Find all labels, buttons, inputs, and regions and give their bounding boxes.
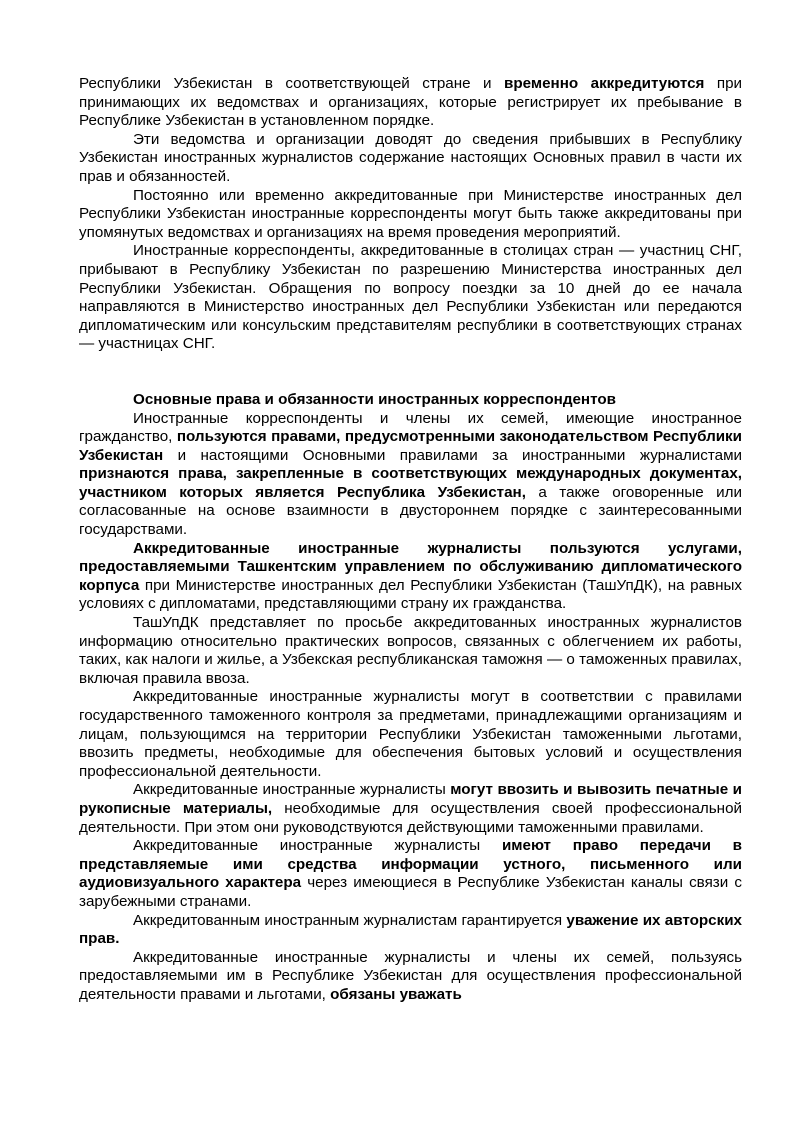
paragraph-rights xyxy=(79,410,742,540)
bold-text-segment: временно аккредитуются xyxy=(503,75,705,92)
text-segment: и настоящими Основными правилами за иностранными журналистами xyxy=(163,446,742,464)
paragraph-transmission-rights xyxy=(79,837,742,911)
section-heading: Основные права и обязанности иностранных корреспондентов xyxy=(133,390,616,408)
paragraph-tashupdk-information xyxy=(79,614,742,688)
bold-text-segment: пользуются правами, предусмотренными законодательством Республики Узбекистан xyxy=(79,428,742,464)
section-spacer xyxy=(79,354,742,391)
document-page xyxy=(79,75,742,1005)
text-segment: Эти ведомства и организации доводят до сведения прибывших в Республику Узбекистан иностранных журналистов содержание настоящих Основных правил в части их прав и обязанностей. xyxy=(79,130,742,185)
text-segment: при принимающих их ведомствах и организациях, которые регистрирует их пребывание в Республике Узбекистан в установленном порядке. xyxy=(79,75,743,130)
text-segment: Аккредитованным иностранным журналистам гарантируется xyxy=(133,911,567,929)
paragraph-accreditation-intro xyxy=(79,75,742,131)
text-segment: а также оговоренные или согласованные на основе взаимности в двустороннем порядке с заинтересованными государствами. xyxy=(79,483,742,539)
text-segment: Аккредитованные иностранные журналисты могут в соответствии с правилами государственного таможенного контроля за предметами, принадлежащими организациям и лицам, пользующимся на территории Республики Узбекистан таможенными льготами, ввозить предметы, необходимые для обеспечения бытовых условий и осуществления профессиональной деятельности. xyxy=(79,688,742,780)
paragraph-printed-materials xyxy=(79,781,742,837)
text-segment: Аккредитованные иностранные журналисты и члены их семей, пользуясь предоставляемыми им в Республике Узбекистан для осуществления профессиональной деятельности правами и льготами, xyxy=(79,948,742,1003)
bold-text-segment: имеют право передачи в представляемые ими средства информации устного, письменного или аудиовизуального характера xyxy=(79,837,742,892)
bold-text-segment: признаются права, закрепленные в соответствующих международных документах, участником которых является Республика Узбекистан, xyxy=(79,465,742,501)
paragraph-agencies-inform xyxy=(79,131,742,187)
bold-text-segment: обязаны уважать xyxy=(330,985,462,1003)
text-segment: ТашУпДК представляет по просьбе аккредитованных иностранных журналистов информацию относительно практических вопросов, связанных с облегчением их работы, таких, как налоги и жилье, а Узбекская республиканская таможня — о таможенных правилах, включая правила ввоза. xyxy=(79,614,742,687)
paragraph-customs-import xyxy=(79,688,742,781)
paragraph-tashupdk-services xyxy=(79,540,742,614)
paragraph-copyright xyxy=(79,912,742,949)
text-segment: Аккредитованные иностранные журналисты xyxy=(133,837,502,855)
text-segment: Республики Узбекистан в соответствующей стране и xyxy=(79,75,504,92)
text-segment: через имеющиеся в Республике Узбекистан каналы связи с зарубежными странами. xyxy=(79,874,742,910)
bold-text-segment: могут ввозить и вывозить печатные и рукописные материалы, xyxy=(79,781,742,817)
bold-text-segment: Аккредитованные иностранные журналисты пользуются услугами, предоставляемыми Ташкентским управлением по обслуживанию дипломатического корпуса xyxy=(79,539,742,594)
paragraph-obligations xyxy=(79,949,742,1005)
bold-text-segment: уважение их авторских прав. xyxy=(79,911,742,948)
text-segment: Постоянно или временно аккредитованные при Министерстве иностранных дел Республики Узбекистан иностранные корреспонденты могут быть также аккредитованы при упомянутых ведомствах и организациях на время проведения мероприятий. xyxy=(79,186,742,241)
text-segment: необходимые для осуществления своей профессиональной деятельности. При этом они руководствуются действующими таможенными правилами. xyxy=(79,799,742,836)
text-segment: Иностранные корреспонденты, аккредитованные в столицах стран — участниц СНГ, прибывают в Республику Узбекистан по разрешению Министерства иностранных дел Республики Узбекистан. Обращения по вопросу поездки за 10 дней до ее начала направляются в Министерство иностранных дел Республики Узбекистан или передаются дипломатическим или консульским представителям республики в соответствующих странах — участницах СНГ. xyxy=(79,242,742,353)
paragraph-permanent-accreditation xyxy=(79,187,742,243)
text-segment: при Министерстве иностранных дел Республики Узбекистан (ТашУпДК), на равных условиях с дипломатами, представляющими страну их гражданства. xyxy=(79,576,742,613)
text-segment: Аккредитованные иностранные журналисты xyxy=(133,781,451,799)
paragraph-cis-correspondents xyxy=(79,242,742,354)
text-segment: Иностранные корреспонденты и члены их семей, имеющие иностранное гражданство, xyxy=(79,409,742,446)
